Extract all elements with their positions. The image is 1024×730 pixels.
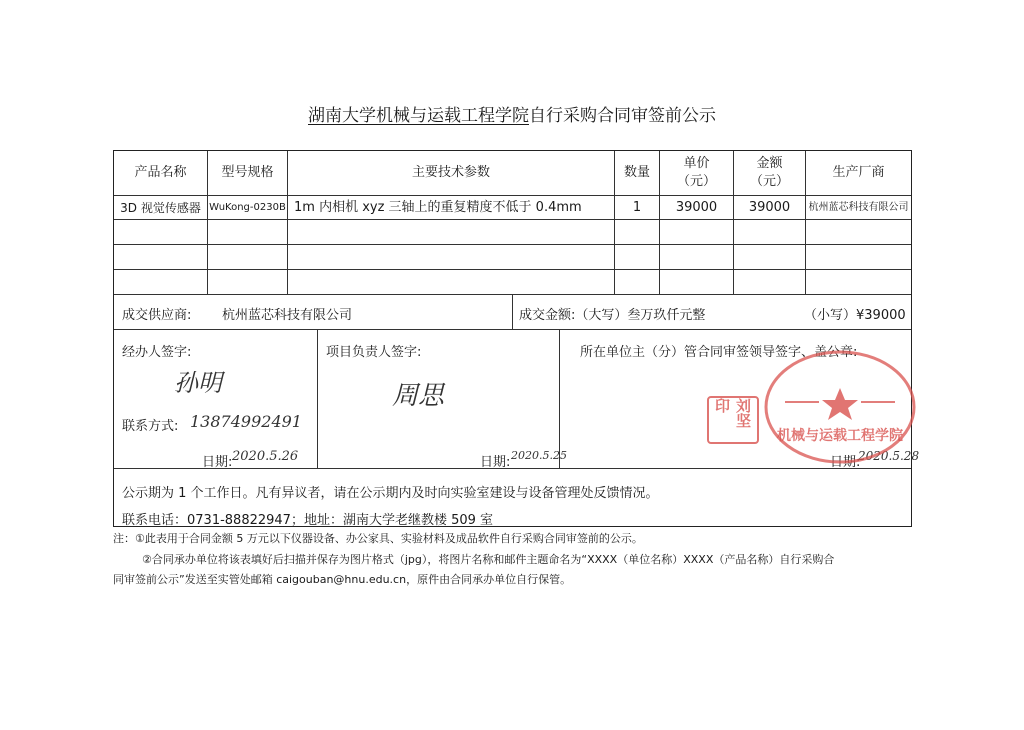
col-divider — [559, 329, 560, 468]
unit-leader-label: 所在单位主（分）管合同审签领导签字、盖公章: — [580, 345, 858, 360]
cell-amount: 39000 — [748, 199, 791, 215]
cell-maker: 杭州蓝芯科技有限公司 — [808, 201, 909, 213]
row-divider — [114, 244, 911, 245]
personal-seal: 刘坚印 — [707, 396, 759, 444]
row-divider — [114, 468, 911, 469]
header-amount — [734, 151, 805, 195]
leader-label: 项目负责人签字: — [326, 345, 422, 360]
contact-label: 联系方式: — [122, 419, 179, 434]
supplier-value: 杭州蓝芯科技有限公司 — [222, 308, 353, 323]
cell-params: 1m 内相机 xyz 三轴上的重复精度不低于 0.4mm — [294, 199, 582, 215]
title-rest: 自行采购合同审签前公示 — [529, 106, 716, 126]
unit-date-label: 日期: — [830, 455, 861, 470]
col-divider — [512, 294, 513, 329]
handler-label: 经办人签字: — [122, 345, 192, 360]
header-model: 型号规格 — [221, 165, 274, 180]
header-amount-unit: （元） — [749, 174, 789, 189]
page-title — [0, 101, 1024, 126]
amount-figures: （小写）¥39000 — [804, 308, 906, 323]
official-stamp — [763, 350, 920, 464]
leader-date: 2020.5.25 — [511, 449, 567, 462]
header-product: 产品名称 — [134, 165, 187, 180]
form-frame — [113, 150, 920, 528]
stamp-text: 机械与运载工程学院 — [777, 428, 903, 444]
title-underlined: 湖南大学机械与运载工程学院 — [308, 106, 529, 126]
cell-qty: 1 — [632, 199, 642, 215]
handler-signature: 孙明 — [174, 369, 222, 397]
header-unit-price — [660, 151, 733, 195]
handler-date-label: 日期: — [202, 455, 233, 470]
handler-date: 2020.5.26 — [232, 449, 299, 464]
header-unit-price-label: 单价 — [683, 156, 710, 171]
contact-value: 13874992491 — [190, 412, 302, 431]
note-3: 同审签前公示”发送至实管处邮箱 caigouban@hnu.edu.cn，原件由合同承办单位自行保管。 — [113, 573, 572, 586]
row-divider — [114, 329, 911, 330]
note-1: 注：①此表用于合同金额 5 万元以下仪器设备、办公家具、实验材料及成品软件自行采购合同审签前的公示。 — [113, 532, 643, 545]
leader-signature: 周思 — [392, 381, 445, 411]
supplier-label: 成交供应商: — [122, 308, 192, 323]
header-maker: 生产厂商 — [832, 165, 885, 180]
amount-capital: 成交金额:（大写）叁万玖仟元整 — [519, 308, 706, 323]
note-2: ②合同承办单位将该表填好后扫描并保存为图片格式（jpg），将图片名称和邮件主题命名为“XXXX（单位名称）XXXX（产品名称）自行采购合 — [142, 553, 835, 566]
row-divider — [114, 219, 911, 220]
notice-contact: 联系电话：0731-88822947；地址：湖南大学老继教楼 509 室 — [122, 513, 494, 528]
header-qty: 数量 — [623, 165, 650, 180]
header-amount-label: 金额 — [756, 156, 783, 171]
notice-period: 公示期为 1 个工作日。凡有异议者，请在公示期内及时向实验室建设与设备管理处反馈情况。 — [122, 486, 659, 501]
leader-date-label: 日期: — [480, 455, 511, 470]
cell-unit-price: 39000 — [675, 199, 718, 215]
header-unit-price-unit: （元） — [676, 174, 716, 189]
cell-product: 3D 视觉传感器 — [120, 200, 201, 215]
row-divider — [114, 269, 911, 270]
col-divider — [317, 329, 318, 468]
header-params: 主要技术参数 — [411, 165, 490, 180]
cell-model: WuKong-0230B — [209, 201, 286, 213]
unit-date: 2020.5.28 — [858, 449, 920, 463]
